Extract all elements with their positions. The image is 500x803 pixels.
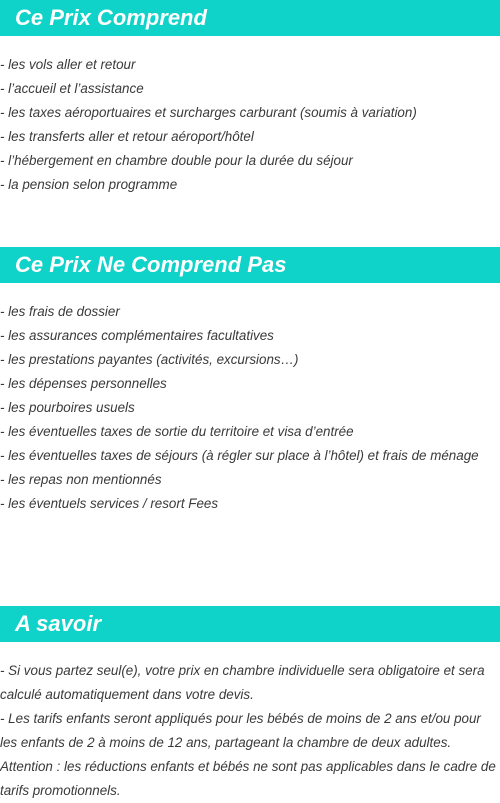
info-paragraph: - Si vous partez seul(e), votre prix en chambre individuelle sera obligatoire et sera calculé automatiquement dans votre devis. — [0, 663, 485, 702]
list-item: - les éventuelles taxes de séjours (à régler sur place à l’hôtel) et frais de ménage — [0, 448, 479, 463]
section-title-includes: Ce Prix Comprend — [15, 5, 207, 30]
section-header-info — [0, 606, 500, 642]
list-item: - les éventuels services / resort Fees — [0, 496, 219, 511]
list-item: - les dépenses personnelles — [0, 376, 167, 391]
list-item: - les vols aller et retour — [0, 57, 136, 72]
section-title-info: A savoir — [15, 611, 102, 636]
list-item: - les transferts aller et retour aéroport/hôtel — [0, 129, 254, 144]
list-item: - les éventuelles taxes de sortie du territoire et visa d’entrée — [0, 424, 354, 439]
section-header-excludes — [0, 247, 500, 283]
list-item: - les repas non mentionnés — [0, 472, 162, 487]
info-paragraph: - Les tarifs enfants seront appliqués pour les bébés de moins de 2 ans et/ou pour les enfants de 2 à moins de 12 ans, partageant la chambre de deux adultes. — [0, 711, 481, 750]
list-item: - les prestations payantes (activités, excursions…) — [0, 352, 299, 367]
list-item: - les taxes aéroportuaires et surcharges carburant (soumis à variation) — [0, 105, 417, 120]
section-header-includes — [0, 0, 500, 36]
section-title-excludes: Ce Prix Ne Comprend Pas — [15, 252, 287, 277]
info-paragraph: Attention : les réductions enfants et bébés ne sont pas applicables dans le cadre de tarifs promotionnels. — [0, 759, 496, 798]
list-item: - l’hébergement en chambre double pour la durée du séjour — [0, 153, 353, 168]
list-item: - les assurances complémentaires facultatives — [0, 328, 274, 343]
includes-list — [0, 53, 500, 197]
info-text — [0, 659, 500, 803]
list-item: - les frais de dossier — [0, 304, 120, 319]
list-item: - les pourboires usuels — [0, 400, 135, 415]
list-item: - la pension selon programme — [0, 177, 178, 192]
excludes-list — [0, 300, 500, 516]
list-item: - l’accueil et l’assistance — [0, 81, 144, 96]
